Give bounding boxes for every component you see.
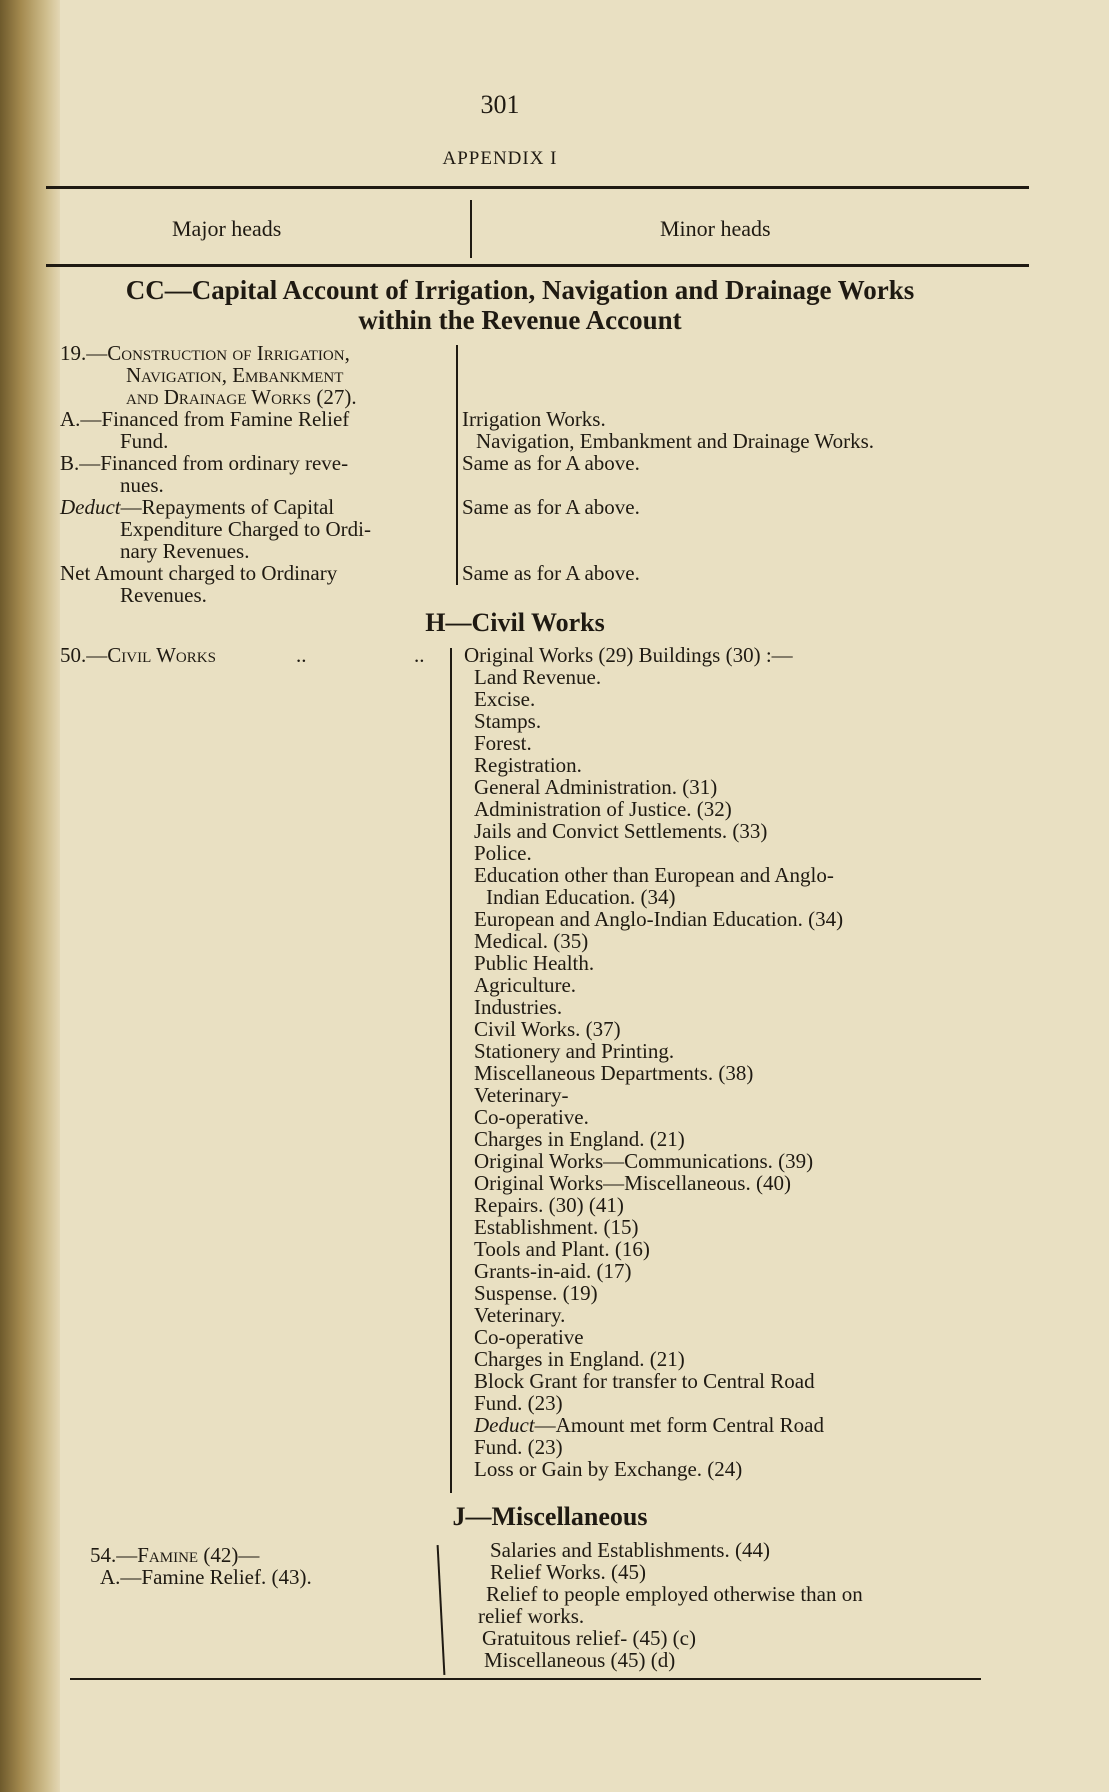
h-minor-item-11: Indian Education. (34) [486, 885, 676, 909]
h-minor-item-20: Veterinary- [474, 1083, 569, 1107]
page-number: 301 [480, 90, 520, 119]
h-minor-item-17: Civil Works. (37) [474, 1017, 621, 1041]
j-minor-item-1: Relief Works. (45) [490, 1560, 646, 1584]
top-rule [46, 186, 1029, 189]
h-minor-item-2: Excise. [474, 687, 536, 711]
h-minor-item-12: European and Anglo-Indian Education. (34) [474, 907, 844, 931]
h-minor-item-8: Jails and Convict Settlements. (33) [474, 819, 768, 843]
h-minor-item-1: Land Revenue. [474, 665, 602, 689]
cc-major-line3: and Drainage Works (27). [126, 385, 357, 409]
h-minor-item-14: Public Health. [474, 951, 595, 975]
h-minor-item-31: Co-operative [474, 1325, 584, 1349]
h-minor-item-35: Deduct—Amount met form Central Road [474, 1413, 824, 1437]
cc-deduct-word: Deduct [60, 495, 121, 519]
header-divider [470, 200, 472, 258]
h-column-divider [450, 648, 452, 1493]
cc-item-a-line1: A.—Financed from Famine Relief [60, 407, 350, 431]
h-minor-item-33: Block Grant for transfer to Central Road [474, 1369, 815, 1393]
h-minor-item-34: Fund. (23) [474, 1391, 563, 1415]
h-minor-item-29: Suspense. (19) [474, 1281, 598, 1305]
bottom-rule [70, 1678, 981, 1680]
cc-minor-heads [462, 408, 1002, 584]
header-rule [46, 264, 1029, 267]
cc-deduct-line3: nary Revenues. [120, 539, 250, 563]
h-minor-item-25: Repairs. (30) (41) [474, 1193, 624, 1217]
cc-minor-b: Same as for A above. [462, 451, 640, 475]
h-deduct-word: Deduct [474, 1413, 535, 1437]
cc-minor-net: Same as for A above. [462, 561, 640, 585]
j-column-divider [437, 1545, 445, 1675]
cc-major-head [60, 342, 435, 606]
h-minor-item-23: Original Works—Communications. (39) [474, 1149, 814, 1173]
h-minor-item-18: Stationery and Printing. [474, 1039, 675, 1063]
section-j-title: J—Miscellaneous [452, 1502, 648, 1531]
cc-minor-navigation: Navigation, Embankment and Drainage Works. [476, 429, 874, 453]
h-minor-item-7: Administration of Justice. (32) [474, 797, 732, 821]
h-minor-item-37: Loss or Gain by Exchange. (24) [474, 1457, 743, 1481]
h-minor-item-22: Charges in England. (21) [474, 1127, 685, 1151]
h-minor-item-9: Police. [474, 841, 532, 865]
cc-net-line2: Revenues. [120, 583, 207, 607]
h-minor-item-27: Tools and Plant. (16) [474, 1237, 650, 1261]
cc-major-line1: 19.—Construction of Irrigation, [60, 341, 350, 365]
cc-net-line1: Net Amount charged to Ordinary [60, 561, 338, 585]
h-minor-item-30: Veterinary. [474, 1303, 566, 1327]
cc-minor-irrigation: Irrigation Works. [462, 407, 606, 431]
section-h-title: H—Civil Works [425, 608, 605, 637]
h-minor-item-21: Co-operative. [474, 1105, 589, 1129]
h-minor-item-4: Forest. [474, 731, 532, 755]
h-minor-item-32: Charges in England. (21) [474, 1347, 685, 1371]
cc-item-b-line1: B.—Financed from ordinary reve- [60, 451, 349, 475]
h-minor-item-28: Grants-in-aid. (17) [474, 1259, 632, 1283]
h-minor-item-19: Miscellaneous Departments. (38) [474, 1061, 754, 1085]
h-minor-item-36: Fund. (23) [474, 1435, 563, 1459]
h-minor-item-0: Original Works (29) Buildings (30) :— [464, 643, 793, 667]
j-minor-item-4: Gratuitous relief- (45) (c) [482, 1626, 696, 1650]
cc-minor-deduct: Same as for A above. [462, 495, 640, 519]
h-minor-item-10: Education other than European and Anglo- [474, 863, 834, 887]
j-major-head [90, 1544, 430, 1588]
minor-heads-header: Minor heads [660, 216, 771, 241]
appendix-heading: APPENDIX I [442, 148, 558, 169]
j-minor-item-0: Salaries and Establishments. (44) [490, 1538, 770, 1562]
cc-item-a-line2: Fund. [120, 429, 169, 453]
h-minor-item-26: Establishment. (15) [474, 1215, 639, 1239]
section-cc-title [60, 275, 980, 335]
h-minor-item-13: Medical. (35) [474, 929, 589, 953]
h-minor-item-24: Original Works—Miscellaneous. (40) [474, 1171, 791, 1195]
cc-column-divider [456, 345, 458, 585]
h-major-head [60, 644, 440, 666]
h-major-dots-2: .. [414, 643, 425, 667]
j-major-line1: 54.—Famine (42)— [90, 1543, 260, 1567]
cc-item-b-line2: nues. [120, 473, 164, 497]
j-minor-heads [478, 1539, 988, 1671]
h-major-dots: .. [296, 643, 307, 667]
h-minor-item-5: Registration. [474, 753, 582, 777]
h-minor-item-15: Agriculture. [474, 973, 577, 997]
h-minor-item-3: Stamps. [474, 709, 542, 733]
h-major-label: 50.—Civil Works [60, 643, 216, 667]
cc-deduct-line1 [60, 496, 435, 518]
major-heads-header: Major heads [172, 216, 282, 241]
h-minor-item-16: Industries. [474, 995, 563, 1019]
j-minor-item-5: Miscellaneous (45) (d) [484, 1648, 676, 1672]
h-minor-item-6: General Administration. (31) [474, 775, 718, 799]
cc-deduct-line2: Expenditure Charged to Ordi- [120, 517, 371, 541]
section-cc-title-line1: CC—Capital Account of Irrigation, Navigation and Drainage Works [125, 275, 915, 305]
cc-deduct-text: —Repayments of Capital [120, 495, 335, 519]
j-minor-item-2: Relief to people employed otherwise than on [486, 1582, 863, 1606]
h-minor-heads [464, 644, 994, 1480]
cc-major-line2: Navigation, Embankment [126, 363, 344, 387]
j-minor-item-3: relief works. [478, 1604, 585, 1628]
section-cc-title-line2: within the Revenue Account [358, 305, 682, 335]
j-major-line2: A.—Famine Relief. (43). [100, 1565, 312, 1589]
